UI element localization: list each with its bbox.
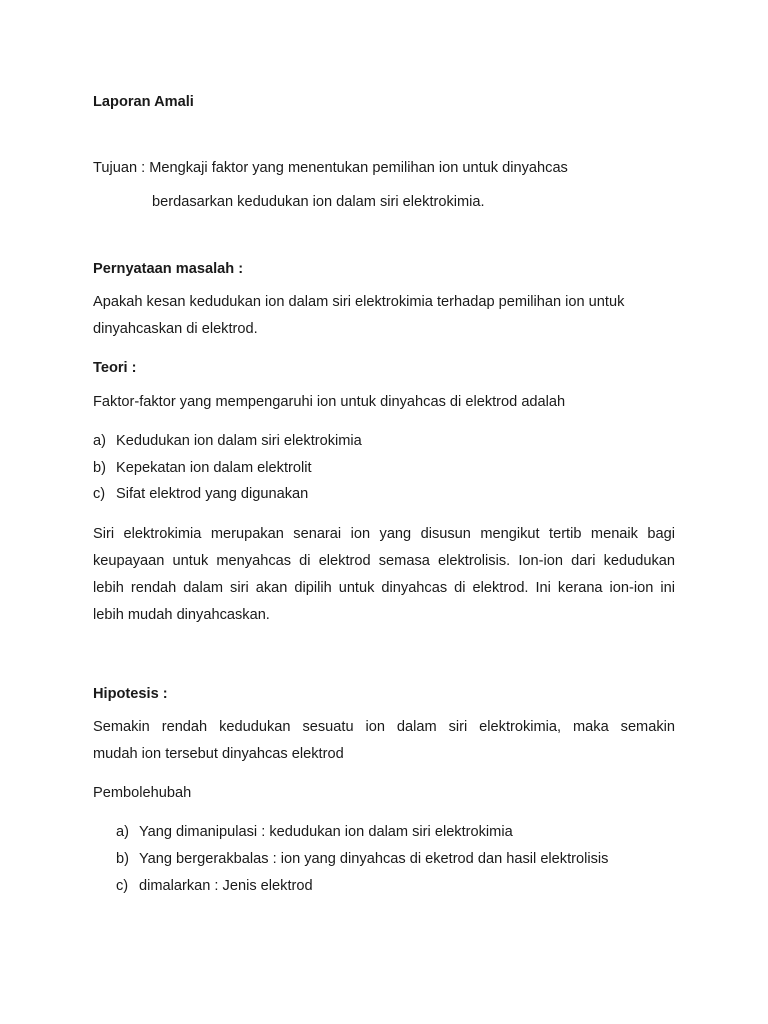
theory-paragraph-line: Siri elektrokimia merupakan senarai ion yang disusun mengikut tertib menaik bagi xyxy=(93,526,675,542)
theory-paragraph-line: keupayaan untuk menyahcas di elektrod semasa elektrolisis. Ion-ion dari kedudukan xyxy=(93,553,675,569)
report-title: Laporan Amali xyxy=(93,94,194,110)
theory-intro: Faktor-faktor yang mempengaruhi ion untuk dinyahcas di elektrod adalah xyxy=(93,394,566,410)
list-item-text: Yang bergerakbalas : ion yang dinyahcas di eketrod dan hasil elektrolisis xyxy=(139,851,609,867)
list-marker: b) xyxy=(93,460,106,476)
variable-item xyxy=(116,822,513,842)
objective-label: Tujuan : xyxy=(93,160,150,176)
objective-line-1 xyxy=(93,158,568,178)
variables-heading: Pembolehubah xyxy=(93,785,192,801)
objective-text-2: berdasarkan kedudukan ion dalam siri elektrokimia. xyxy=(152,194,485,210)
list-marker: a) xyxy=(93,433,106,449)
theory-paragraph-line: lebih rendah dalam siri akan dipilih untuk dinyahcas di elektrod. Ini kerana ion-ion ini xyxy=(93,580,675,596)
hypothesis-line: mudah ion tersebut dinyahcas elektrod xyxy=(93,746,344,762)
problem-statement-line-1: Apakah kesan kedudukan ion dalam siri elektrokimia terhadap pemilihan ion untuk xyxy=(93,294,625,310)
list-marker: b) xyxy=(116,851,129,867)
problem-statement-line-2: dinyahcaskan di elektrod. xyxy=(93,321,258,337)
theory-factor-item xyxy=(93,458,312,478)
theory-heading: Teori : xyxy=(93,360,137,376)
list-marker: c) xyxy=(116,878,129,894)
theory-factor-item xyxy=(93,484,308,504)
theory-paragraph-line: lebih mudah dinyahcaskan. xyxy=(93,607,270,623)
list-item-text: dimalarkan : Jenis elektrod xyxy=(139,878,313,894)
variable-item xyxy=(116,849,608,869)
list-item-text: Sifat elektrod yang digunakan xyxy=(116,486,309,502)
problem-statement-heading: Pernyataan masalah : xyxy=(93,261,244,277)
list-item-text: Kedudukan ion dalam siri elektrokimia xyxy=(116,433,362,449)
hypothesis-heading: Hipotesis : xyxy=(93,686,168,702)
list-marker: a) xyxy=(116,824,129,840)
list-marker: c) xyxy=(93,486,106,502)
theory-factor-item xyxy=(93,431,362,451)
list-item-text: Kepekatan ion dalam elektrolit xyxy=(116,460,312,476)
variable-item xyxy=(116,876,313,896)
hypothesis-line: Semakin rendah kedudukan sesuatu ion dalam siri elektrokimia, maka semakin xyxy=(93,719,675,735)
objective-text-1: Mengkaji faktor yang menentukan pemilihan ion untuk dinyahcas xyxy=(149,160,568,176)
list-item-text: Yang dimanipulasi : kedudukan ion dalam siri elektrokimia xyxy=(139,824,513,840)
